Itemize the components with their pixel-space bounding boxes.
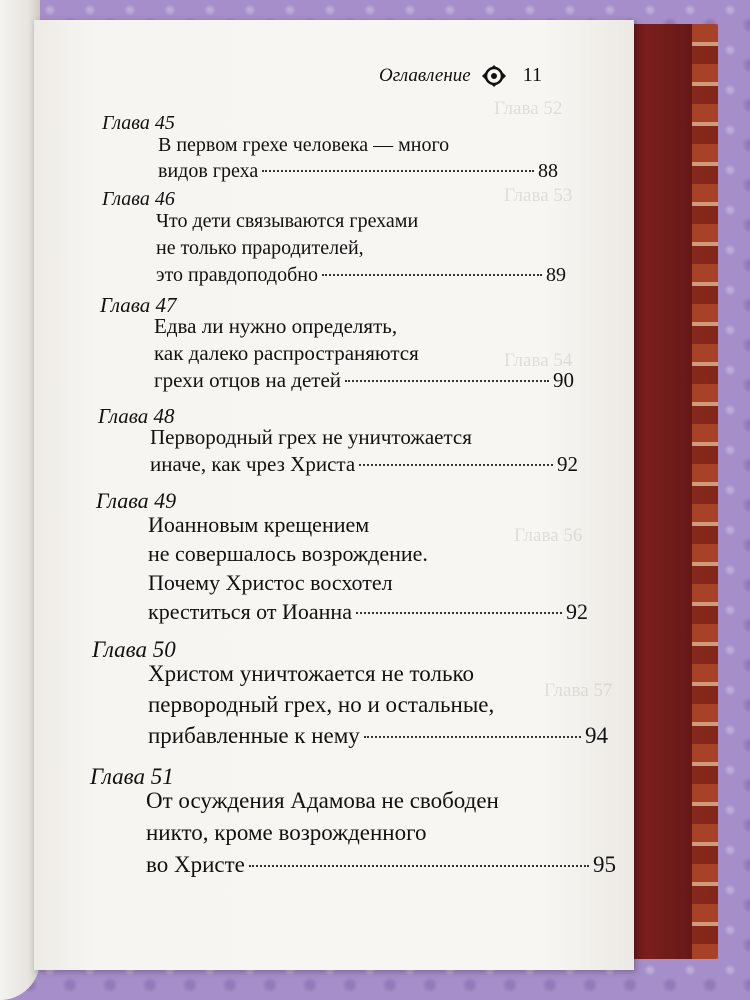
book-page (34, 20, 634, 970)
entry-title-line: как далеко распространяются (154, 341, 419, 365)
dot-leader (356, 612, 562, 614)
entry-title-line: Христом уничтожается не только (148, 661, 474, 686)
dot-leader (364, 736, 581, 738)
entry-title-line: Первородный грех не уничтожается (150, 425, 472, 449)
entry-title-line: В первом грехе человека — много (158, 134, 450, 156)
entry-title-line: во Христе (146, 852, 245, 877)
toc-entry[interactable] (158, 132, 558, 184)
chapter-label: Глава 51 (90, 764, 174, 789)
entry-title-line: Почему Христос восхотел (148, 570, 393, 595)
entry-last-line (154, 367, 574, 394)
entry-title-line: грехи отцов на детей (154, 368, 342, 392)
entry-page-number: 88 (538, 160, 558, 182)
entry-last-line (150, 451, 578, 478)
entry-title-line: Едва ли нужно определять, (154, 314, 398, 338)
entry-last-line (156, 262, 566, 289)
entry-last-line (148, 720, 608, 751)
page-number: 11 (522, 64, 542, 86)
entry-last-line (148, 597, 588, 626)
entry-last-line (146, 849, 616, 881)
entry-title-line: От осуждения Адамова не свободен (146, 788, 499, 813)
dot-leader (262, 170, 534, 172)
chapter-label: Глава 50 (92, 637, 176, 662)
table-of-contents (34, 20, 634, 970)
chapter-label: Глава 49 (96, 488, 177, 513)
entry-title-line: креститься от Иоанна (148, 599, 352, 624)
toc-entry[interactable] (148, 510, 588, 626)
chapter-label: Глава 46 (102, 188, 175, 210)
entry-page-number: 94 (585, 723, 608, 748)
entry-last-line (158, 158, 558, 184)
cover-ornament (692, 24, 718, 959)
entry-title-line: никто, кроме возрожденного (146, 820, 427, 845)
chapter-label: Глава 48 (98, 404, 175, 428)
toc-entry[interactable] (146, 785, 616, 881)
toc-entry[interactable] (150, 424, 578, 478)
bleed-through-text: Глава 53 (504, 185, 573, 206)
entry-title-line: первородный грех, но и остальные, (148, 692, 495, 717)
bleed-through-text: Глава 56 (514, 525, 583, 546)
entry-title-line: видов греха (158, 160, 259, 182)
bleed-through-text: Глава 54 (504, 350, 573, 371)
entry-title-line: иначе, как чрез Христа (150, 452, 356, 476)
entry-title-line: не совершалось возрождение. (148, 541, 428, 566)
toc-entry[interactable] (148, 658, 608, 751)
entry-title-line: Иоанновым крещением (148, 512, 370, 537)
dot-leader (322, 274, 542, 276)
toc-entry[interactable] (156, 208, 566, 289)
entry-page-number: 95 (593, 852, 616, 877)
entry-title-line: Что дети связываются грехами (156, 210, 419, 232)
dot-leader (359, 464, 553, 466)
entry-page-number: 92 (557, 452, 578, 476)
entry-page-number: 89 (546, 264, 566, 286)
dot-leader (345, 380, 549, 382)
toc-entry[interactable] (154, 313, 574, 394)
entry-title-line: это правдоподобно (156, 264, 318, 286)
header-title: Оглавление (379, 64, 471, 86)
entry-page-number: 90 (553, 368, 574, 392)
bleed-through-text: Глава 52 (494, 98, 563, 119)
dot-leader (249, 865, 589, 867)
chapter-label: Глава 47 (100, 293, 177, 317)
entry-page-number: 92 (566, 599, 588, 624)
chapter-label: Глава 45 (102, 112, 175, 134)
bleed-through-text: Глава 57 (544, 680, 613, 701)
entry-title-line: прибавленные к нему (148, 723, 360, 748)
entry-title-line: не только прародителей, (156, 237, 364, 259)
